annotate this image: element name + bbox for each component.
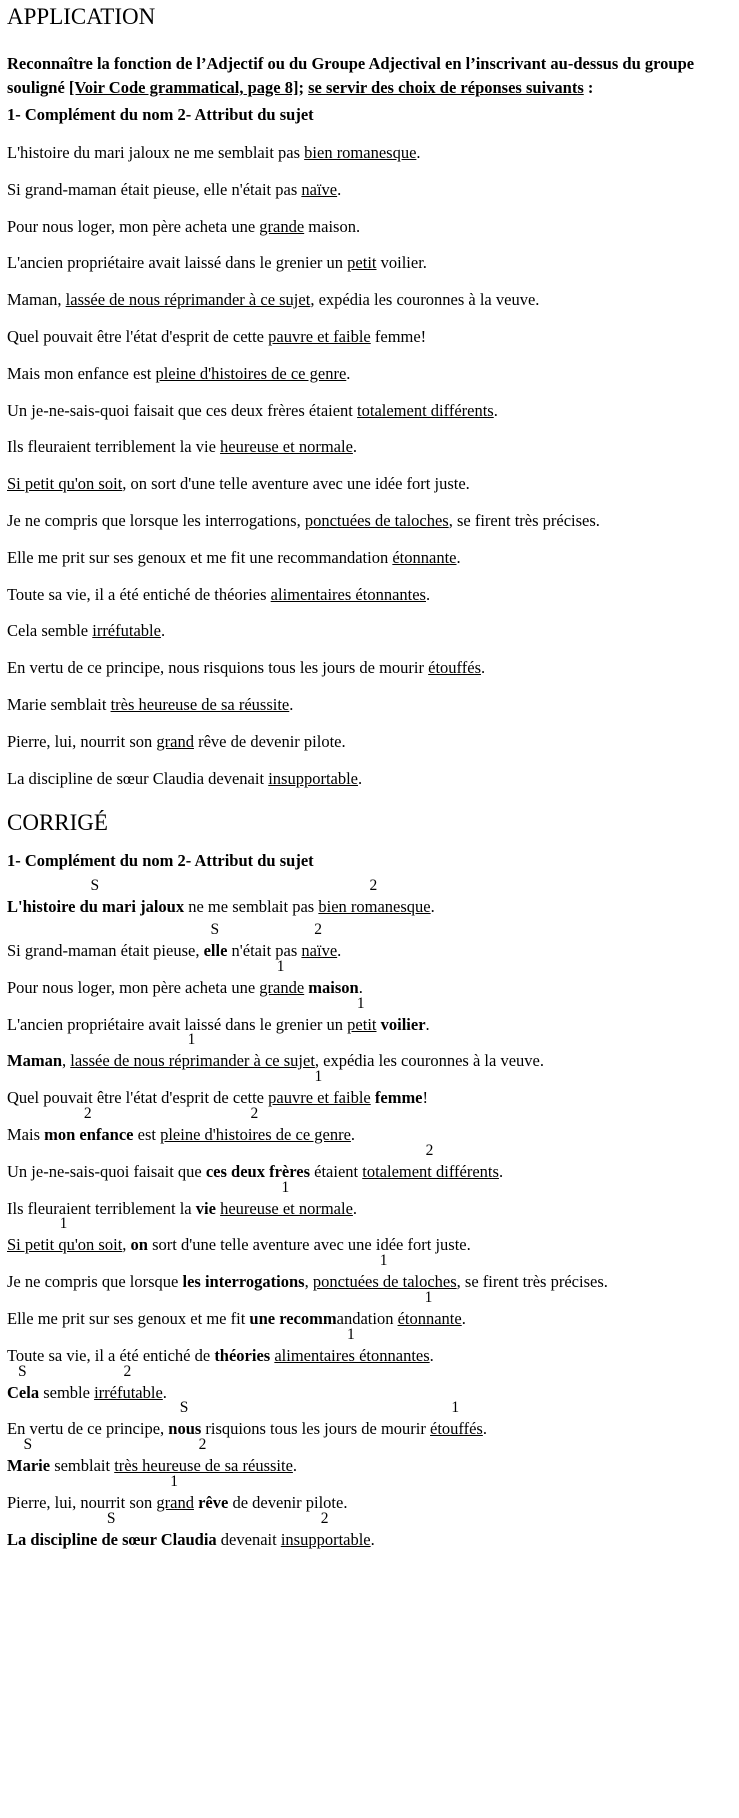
sentence-text: , <box>304 1272 313 1292</box>
corrige-row-11 <box>7 1252 735 1292</box>
underlined-group: grand <box>156 731 194 751</box>
function-mark: 2 <box>425 1141 434 1159</box>
subject-group: mon enfance <box>44 1124 134 1144</box>
sentence-text: Ils fleuraient terriblement la vie <box>7 437 221 457</box>
sentence-text: , <box>62 1051 71 1071</box>
annotation-marks <box>7 1289 735 1309</box>
sentence-text: Toute sa vie, il a été entiché de théories <box>7 584 271 604</box>
sentence-text: . <box>498 1161 504 1181</box>
sentence-2 <box>7 180 341 200</box>
sentence-text: La discipline de sœur Claudia devenait <box>7 768 269 788</box>
sentence-text: , expédia les couronnes à la veuve. <box>310 290 540 310</box>
sentence-text: de devenir pilote. <box>228 1492 348 1512</box>
underlined-group: petit <box>347 1014 377 1034</box>
underlined-group: insupportable <box>280 1529 371 1549</box>
function-mark: 2 <box>320 1509 329 1527</box>
underlined-group: pleine d'histoires de ce genre <box>160 1124 351 1144</box>
subject-group: ces deux frères <box>205 1161 311 1181</box>
annotation-marks <box>7 995 735 1015</box>
underlined-group: alimentaires étonnantes <box>270 584 426 604</box>
underlined-group: irréfutable <box>92 621 161 641</box>
corrige-rows <box>7 877 735 1547</box>
sentence-text: L'ancien propriétaire avait laissé dans le grenier un <box>7 253 348 273</box>
function-mark: 2 <box>123 1362 132 1380</box>
sentence-text: Toute sa vie, il a été entiché de <box>7 1345 215 1365</box>
sentence-text: . <box>482 1419 487 1439</box>
annotation-marks <box>7 1068 735 1088</box>
annotation-marks <box>7 1363 735 1383</box>
sentence-text: Si grand-maman était pieuse, elle n'était pas <box>7 179 302 199</box>
sentence-text: ! <box>422 1088 429 1108</box>
subject-group: on <box>130 1235 148 1255</box>
annotation-marks <box>7 1252 735 1272</box>
subject-group: Marie <box>7 1456 51 1476</box>
sentence-18 <box>7 769 362 789</box>
sentence-6 <box>7 327 426 347</box>
sentence-text: ne me semblait pas <box>184 897 319 916</box>
sentence-text: . <box>480 658 486 678</box>
subject-group: L'histoire du mari jaloux <box>7 897 185 916</box>
underlined-group: lassée de nous réprimander à ce sujet <box>70 1051 315 1071</box>
sentence-text: semblait <box>50 1456 115 1476</box>
underlined-group: heureuse et normale <box>220 437 353 457</box>
underlined-group: très heureuse de sa réussite <box>114 1456 293 1476</box>
underlined-group: totalement différents <box>362 1161 499 1181</box>
sentence-text: Mais mon enfance est <box>7 363 156 383</box>
subject-mark: S <box>106 1509 116 1527</box>
sentence-9 <box>7 437 357 457</box>
underlined-group: irréfutable <box>94 1382 163 1402</box>
corrige-row-9 <box>7 1179 735 1216</box>
corrige-sentence <box>7 1530 375 1550</box>
sentence-text: , se firent très précises. <box>456 1272 608 1292</box>
sentence-text: Cela semble <box>7 621 93 641</box>
subject-mark: S <box>18 1362 27 1380</box>
sentence-text: voilier. <box>376 253 427 273</box>
annotation-marks <box>7 921 735 941</box>
sentence-7 <box>7 364 350 384</box>
sentence-text: . <box>358 977 363 997</box>
function-mark: 1 <box>451 1399 460 1417</box>
subject-group: Maman <box>7 1051 62 1071</box>
underlined-group: naïve <box>301 179 338 199</box>
subject-group: théories <box>214 1345 271 1365</box>
sentence-16 <box>7 695 293 715</box>
sentence-10 <box>7 474 470 494</box>
function-mark: 1 <box>314 1068 323 1086</box>
function-mark: 2 <box>314 921 323 938</box>
corrige-row-3 <box>7 958 735 995</box>
underlined-group: heureuse et normale <box>220 1198 353 1218</box>
underlined-group: pauvre et faible <box>268 1088 371 1108</box>
underlined-group: totalement différents <box>357 400 494 420</box>
function-mark: 2 <box>198 1436 207 1454</box>
sentence-text: . <box>416 143 421 162</box>
sentence-3 <box>7 217 360 237</box>
sentence-text: . <box>370 1529 375 1549</box>
subject-mark: S <box>23 1436 33 1454</box>
sentence-text: Ils fleuraient terriblement la <box>7 1198 196 1218</box>
sentence-text: En vertu de ce principe, nous risquions tous les jours de mourir <box>7 658 429 678</box>
corrige-row-2 <box>7 921 735 958</box>
sentence-text: Mais <box>7 1124 45 1144</box>
sentence-text: est <box>133 1124 161 1144</box>
function-mark: 1 <box>187 1031 196 1049</box>
corrige-row-16 <box>7 1436 735 1476</box>
sentence-4 <box>7 253 427 273</box>
corrige-row-8 <box>7 1142 735 1179</box>
corrige-row-18 <box>7 1510 735 1547</box>
annotation-marks <box>7 1510 735 1530</box>
sentence-text: Quel pouvait être l'état d'esprit de cette <box>7 1088 269 1108</box>
subject-group: nous <box>168 1419 202 1439</box>
underlined-group: petit <box>347 253 377 273</box>
subject-group: vie <box>195 1198 216 1218</box>
function-mark: 2 <box>250 1104 259 1122</box>
underlined-group: insupportable <box>268 768 359 788</box>
sentence-text: . <box>429 1345 434 1365</box>
sentence-text: semble <box>39 1382 95 1402</box>
sentence-text: . <box>350 1124 356 1144</box>
sentence-text: Pour nous loger, mon père acheta une <box>7 977 260 997</box>
underlined-group: bien romanesque <box>304 143 417 162</box>
underlined-group: étonnante <box>397 1308 462 1328</box>
underlined-group: alimentaires étonnantes <box>274 1345 430 1365</box>
sentence-1 <box>7 143 421 163</box>
corrige-row-7 <box>7 1105 735 1142</box>
underlined-group: pauvre et faible <box>268 327 371 346</box>
sentence-text: rêve de devenir pilote. <box>193 731 346 751</box>
function-mark: 1 <box>276 957 285 975</box>
corrige-row-15 <box>7 1399 735 1439</box>
sentence-text: Un je-ne-sais-quoi faisait que <box>7 1161 206 1181</box>
underlined-group: pleine d'histoires de ce genre <box>155 363 347 383</box>
sentence-text: En vertu de ce principe, <box>7 1419 169 1439</box>
function-mark: 1 <box>281 1178 290 1196</box>
corrige-row-4 <box>7 995 735 1032</box>
sentence-text: . <box>461 1308 466 1328</box>
underlined-group: ponctuées de taloches <box>312 1272 457 1292</box>
sentence-13 <box>7 585 430 605</box>
annotation-marks <box>7 1473 735 1493</box>
annotation-marks <box>7 1179 735 1199</box>
sentence-11 <box>7 511 600 531</box>
sentence-14 <box>7 621 165 641</box>
corrige-row-5 <box>7 1031 735 1071</box>
subject-mark: S <box>90 877 100 894</box>
function-mark: 2 <box>83 1104 92 1122</box>
underlined-group: étonnante <box>392 547 457 567</box>
sentence-text: . <box>160 621 166 641</box>
underlined-group: ponctuées de taloches <box>304 511 449 530</box>
instructions <box>7 52 735 100</box>
corrige-row-14 <box>7 1363 735 1400</box>
function-mark: 1 <box>347 1325 355 1343</box>
subject-group: voilier <box>380 1014 426 1034</box>
sentence-text: Elle me prit sur ses genoux et me fit <box>7 1308 250 1328</box>
sentence-text: Quel pouvait être l'état d'esprit de cette <box>7 327 269 346</box>
corrige-sentence <box>7 897 435 917</box>
sentence-text: Marie semblait <box>7 695 111 714</box>
sentence-text: L'histoire du mari jaloux ne me semblait pas <box>7 143 305 162</box>
instruction-separator: ; <box>298 78 304 97</box>
underlined-group: Si petit qu'on soit <box>7 1235 123 1255</box>
underlined-group: grand <box>156 1492 194 1512</box>
instruction-reference: [Voir Code grammatical, page 8] <box>68 78 299 97</box>
corrige-row-12 <box>7 1289 735 1326</box>
sentence-text: Pierre, lui, nourrit son <box>7 731 157 751</box>
subject-group: maison <box>308 977 359 997</box>
sentence-text: . <box>289 695 294 714</box>
underlined-group: étouffés <box>428 658 481 678</box>
annotation-marks <box>7 1105 735 1125</box>
sentence-text: , se firent très précises. <box>448 511 600 530</box>
subject-group: femme <box>374 1088 423 1108</box>
sentence-8 <box>7 401 498 421</box>
sentence-text: sort d'une telle aventure avec une idée fort juste. <box>147 1235 471 1255</box>
sentence-text: . <box>337 941 342 960</box>
sentence-text: . <box>346 363 351 383</box>
sentence-text: risquions tous les jours de mourir <box>201 1419 430 1439</box>
sentence-text: Je ne compris que lorsque les interrogations, <box>7 511 305 530</box>
annotation-marks <box>7 877 735 897</box>
sentence-text: . <box>456 547 461 567</box>
sentence-text: Pierre, lui, nourrit son <box>7 1492 157 1512</box>
function-mark: 1 <box>379 1252 388 1270</box>
instruction-text: Reconnaître la fonction de l’Adjectif ou du Groupe Adjectival en l’inscrivant au-dessus du groupe souligné <box>7 54 695 97</box>
sentence-text: étaient <box>310 1161 363 1181</box>
subject-group: Cela <box>7 1382 40 1402</box>
subject-group: les interrogations <box>182 1272 305 1292</box>
sentence-text: Je ne compris que lorsque <box>7 1272 183 1292</box>
corrige-row-13 <box>7 1326 735 1363</box>
subject-group: elle <box>203 941 228 960</box>
function-mark: 1 <box>170 1472 178 1490</box>
sentence-text: , <box>122 1235 131 1255</box>
sentence-text: , on sort d'une telle aventure avec une idée fort juste. <box>122 474 470 494</box>
sentence-text: devenait <box>216 1529 281 1549</box>
function-mark: 1 <box>356 994 365 1012</box>
underlined-group: étouffés <box>430 1419 483 1439</box>
application-legend: 1- Complément du nom 2- Attribut du sujet <box>7 105 314 124</box>
sentence-text: Pour nous loger, mon père acheta une <box>7 216 260 236</box>
corrige-row-17 <box>7 1473 735 1510</box>
corrige-legend: 1- Complément du nom 2- Attribut du sujet <box>7 851 314 870</box>
sentence-text: Elle me prit sur ses genoux et me fit une recommandation <box>7 547 393 567</box>
sentence-text: maison. <box>304 216 361 236</box>
function-mark: 1 <box>59 1215 68 1233</box>
sentence-text: L'ancien propriétaire avait laissé dans le grenier un <box>7 1014 348 1034</box>
sentence-text: . <box>493 400 498 420</box>
annotation-marks <box>7 1142 735 1162</box>
underlined-group: très heureuse de sa réussite <box>110 695 290 714</box>
sentence-text: . <box>430 897 435 916</box>
sentence-text: . <box>162 1382 167 1402</box>
function-mark: 2 <box>369 877 378 894</box>
sentence-text: . <box>352 1198 358 1218</box>
sentence-text: femme! <box>370 327 427 346</box>
sentence-text: Un je-ne-sais-quoi faisait que ces deux frères étaient <box>7 400 358 420</box>
sentence-15 <box>7 658 485 678</box>
underlined-group: naïve <box>301 941 338 960</box>
corrige-row-6 <box>7 1068 735 1108</box>
underlined-group: Si petit qu'on soit <box>7 474 123 494</box>
subject-mark: S <box>179 1399 189 1417</box>
annotation-marks <box>7 958 735 978</box>
annotation-marks <box>7 1399 735 1419</box>
sentence-5 <box>7 290 539 310</box>
underlined-group: grande <box>259 977 305 997</box>
sentence-text: andation <box>336 1308 398 1328</box>
sentence-text: , expédia les couronnes à la veuve. <box>314 1051 544 1071</box>
underlined-group: grande <box>259 216 305 236</box>
annotation-marks <box>7 1031 735 1051</box>
subject-group: rêve <box>198 1492 229 1512</box>
sentence-17 <box>7 732 346 752</box>
sentence-12 <box>7 548 461 568</box>
sentence-text: Maman, <box>7 290 66 310</box>
underlined-group: bien romanesque <box>318 897 431 916</box>
sentence-text: n'était pas <box>227 941 302 960</box>
application-heading: APPLICATION <box>7 4 156 29</box>
subject-group: une recomm <box>249 1308 337 1328</box>
sentence-text: Si grand-maman était pieuse, <box>7 941 204 960</box>
annotation-marks <box>7 1326 735 1346</box>
sentence-text: . <box>425 584 431 604</box>
corrige-heading: CORRIGÉ <box>7 810 108 835</box>
corrige-row-10 <box>7 1215 735 1255</box>
corrige-row-1 <box>7 877 735 921</box>
annotation-marks <box>7 1215 735 1235</box>
annotation-marks <box>7 1436 735 1456</box>
subject-group: La discipline de sœur Claudia <box>7 1529 217 1549</box>
sentence-text: . <box>425 1014 430 1034</box>
underlined-group: lassée de nous réprimander à ce sujet <box>65 290 311 310</box>
instruction-end: : <box>583 78 594 97</box>
instruction-choices: se servir des choix de réponses suivants <box>308 78 584 97</box>
sentence-text: . <box>292 1456 298 1476</box>
sentence-text: . <box>358 768 363 788</box>
function-mark: 1 <box>424 1288 433 1306</box>
subject-mark: S <box>210 921 220 938</box>
sentence-text: . <box>337 179 342 199</box>
sentence-text: . <box>352 437 358 457</box>
